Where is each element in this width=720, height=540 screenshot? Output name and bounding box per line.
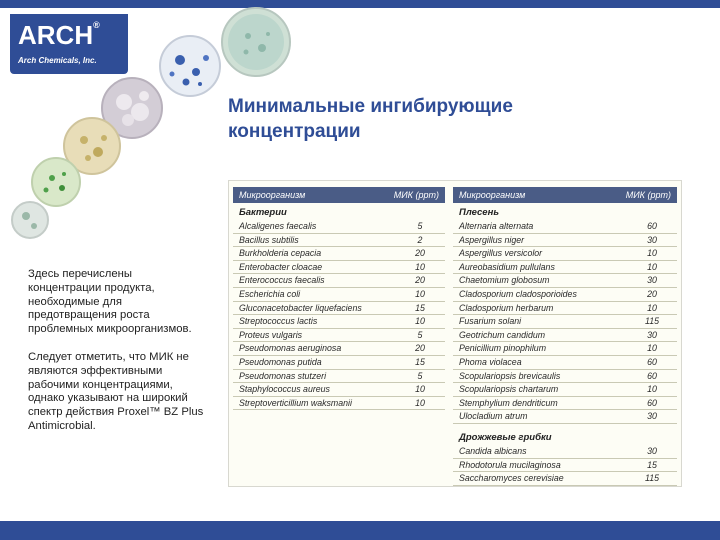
table-row xyxy=(233,356,445,370)
table-row xyxy=(453,445,677,459)
table-row xyxy=(453,342,677,356)
table-row xyxy=(453,302,677,316)
mic-value: 15 xyxy=(415,302,425,313)
organism-name: Chaetomium globosum xyxy=(459,275,550,286)
organism-name: Scopulariopsis brevicaulis xyxy=(459,370,561,381)
mic-value: 5 xyxy=(417,329,423,340)
table-row xyxy=(453,472,677,486)
table-row xyxy=(453,329,677,343)
title-line-1: Минимальные ингибирующие xyxy=(228,96,513,117)
mic-value: 15 xyxy=(647,459,657,470)
table-row xyxy=(453,220,677,234)
table-row xyxy=(453,356,677,370)
mic-value: 10 xyxy=(647,302,657,313)
organism-name: Streptococcus lactis xyxy=(239,316,318,327)
organism-name: Pseudomonas aeruginosa xyxy=(239,343,342,354)
organism-name: Pseudomonas stutzeri xyxy=(239,370,327,381)
petri-dish-green xyxy=(32,158,80,206)
organism-name: Pseudomonas putida xyxy=(239,356,322,367)
organism-name: Enterococcus faecalis xyxy=(239,275,325,286)
mic-value: 10 xyxy=(415,316,425,327)
mic-value: 20 xyxy=(647,288,657,299)
mic-value: 15 xyxy=(415,356,425,367)
organism-name: Aureobasidium pullulans xyxy=(459,261,555,272)
mic-value: 10 xyxy=(647,384,657,395)
table-row xyxy=(453,288,677,302)
organism-name: Enterobacter cloacae xyxy=(239,261,323,272)
header-organism: Микроорганизм xyxy=(459,190,526,200)
organism-name: Penicillium pinophilum xyxy=(459,343,547,354)
description-paragraph-1: Здесь перечислены концентрации продукта, необходимые для предотвращения роста проблемных микроорганизмов. xyxy=(28,268,192,336)
table-row xyxy=(233,261,445,275)
organism-name: Gluconacetobacter liquefaciens xyxy=(239,302,362,313)
organism-name: Burkholderia cepacia xyxy=(239,248,322,259)
organism-name: Fusarium solani xyxy=(459,316,522,327)
mic-value: 10 xyxy=(415,384,425,395)
table-row xyxy=(453,274,677,288)
table-header xyxy=(233,187,445,203)
section-bacteria: Бактерии xyxy=(239,207,287,218)
table-row xyxy=(233,302,445,316)
petri-dish-blue xyxy=(160,36,220,96)
mic-value: 10 xyxy=(647,248,657,259)
mic-value: 30 xyxy=(647,275,657,286)
table-row xyxy=(453,370,677,384)
table-row xyxy=(233,220,445,234)
organism-name: Candida albicans xyxy=(459,445,527,456)
table-row xyxy=(453,459,677,473)
mic-value: 20 xyxy=(415,248,425,259)
organism-name: Proteus vulgaris xyxy=(239,329,303,340)
header-mic: МИК (ppm) xyxy=(625,190,671,200)
table-row xyxy=(453,315,677,329)
table-row xyxy=(233,247,445,261)
header-organism: Микроорганизм xyxy=(239,190,306,200)
table-column-bacteria xyxy=(233,187,445,410)
table-row xyxy=(453,234,677,248)
mic-value: 60 xyxy=(647,370,657,381)
mic-value: 10 xyxy=(647,261,657,272)
table-row xyxy=(233,288,445,302)
header-mic: МИК (ppm) xyxy=(393,190,439,200)
organism-name: Phoma violacea xyxy=(459,356,522,367)
table-row xyxy=(453,247,677,261)
organism-name: Streptoverticillium waksmanii xyxy=(239,397,352,408)
company-name: Arch Chemicals, Inc. xyxy=(18,56,97,65)
table-row xyxy=(453,261,677,275)
mic-value: 5 xyxy=(417,221,423,231)
organism-name: Geotrichum candidum xyxy=(459,329,546,340)
organism-name: Rhodotorula mucilaginosa xyxy=(459,459,561,470)
table-row xyxy=(453,383,677,397)
table-row xyxy=(233,370,445,384)
mic-value: 10 xyxy=(415,261,425,272)
organism-name: Escherichia coli xyxy=(239,288,301,299)
logo-text: ARCH xyxy=(18,20,94,50)
table-column-fungi xyxy=(453,187,677,486)
table-header xyxy=(453,187,677,203)
table-row xyxy=(233,383,445,397)
mic-value: 60 xyxy=(647,397,657,408)
table-row xyxy=(233,397,445,411)
petri-dish-large xyxy=(222,8,290,76)
organism-name: Aspergillus versicolor xyxy=(459,248,543,259)
organism-name: Bacillus subtilis xyxy=(239,234,299,245)
bottom-bar xyxy=(0,521,720,540)
mic-value: 20 xyxy=(415,343,425,354)
logo-trademark: ® xyxy=(93,20,100,30)
section-mold: Плесень xyxy=(459,207,499,218)
mic-value: 30 xyxy=(647,234,657,245)
description xyxy=(28,268,208,448)
organism-name: Alcaligenes faecalis xyxy=(239,221,317,231)
mic-value: 60 xyxy=(647,356,657,367)
organism-name: Scopulariopsis chartarum xyxy=(459,384,559,395)
table-row xyxy=(453,410,677,424)
arch-logo xyxy=(10,14,128,74)
organism-name: Stemphylium dendriticum xyxy=(459,397,558,408)
petri-dish-small xyxy=(12,202,48,238)
table-row xyxy=(233,329,445,343)
organism-name: Aspergillus niger xyxy=(459,234,525,245)
table-row xyxy=(233,315,445,329)
organism-name: Cladosporium cladosporioides xyxy=(459,288,577,299)
organism-name: Ulocladium atrum xyxy=(459,411,528,422)
mic-value: 30 xyxy=(647,329,657,340)
section-yeast: Дрожжевые грибки xyxy=(459,431,552,443)
mic-value: 10 xyxy=(415,397,425,408)
mic-value: 60 xyxy=(647,221,657,231)
table-row xyxy=(453,397,677,411)
mic-value: 10 xyxy=(415,288,425,299)
organism-name: Alternaria alternata xyxy=(459,221,534,231)
mic-value: 115 xyxy=(644,316,660,327)
mic-value: 5 xyxy=(417,370,423,381)
organism-name: Saccharomyces cerevisiae xyxy=(459,473,564,484)
description-paragraph-2: Следует отметить, что МИК не являются эффективными рабочими концентрациями, однако указывают на широкий спектр действия Proxel™ BZ Plus Antimicrobial. xyxy=(28,350,204,432)
page-title xyxy=(228,94,688,144)
mic-value: 30 xyxy=(647,411,657,422)
mic-value: 30 xyxy=(647,445,657,456)
mic-value: 115 xyxy=(644,473,660,484)
mic-table xyxy=(228,180,682,487)
table-row xyxy=(233,342,445,356)
organism-name: Staphylococcus aureus xyxy=(239,384,330,395)
mic-value: 20 xyxy=(415,275,425,286)
organism-name: Cladosporium herbarum xyxy=(459,302,554,313)
title-line-2: концентрации xyxy=(228,121,361,142)
table-row xyxy=(233,274,445,288)
mic-value: 2 xyxy=(417,234,423,245)
table-row xyxy=(233,234,445,248)
mic-value: 10 xyxy=(647,343,657,354)
